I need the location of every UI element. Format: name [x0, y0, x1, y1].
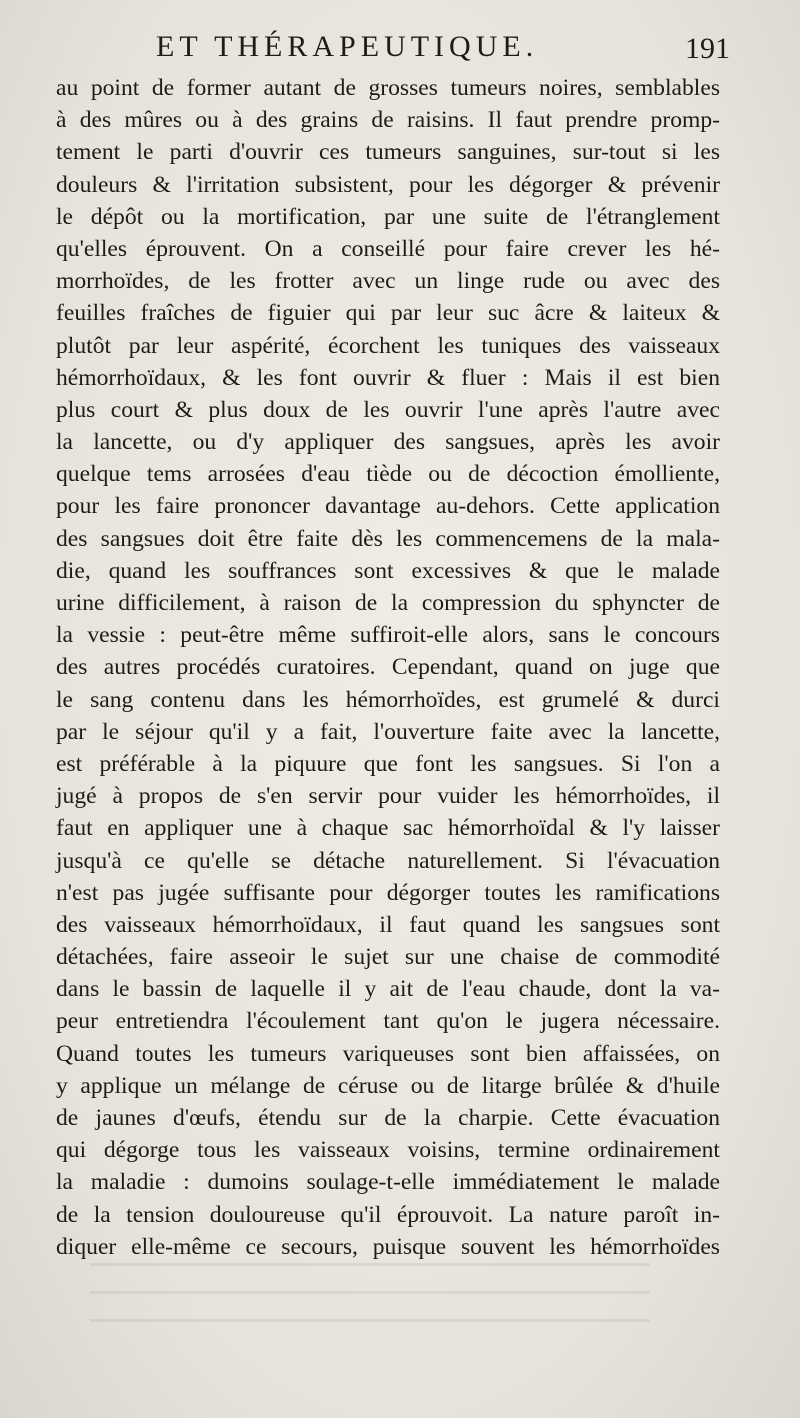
- text-line: morrhoïdes, de les frotter avec un linge rude ou avec des: [56, 268, 720, 295]
- text-line: jusqu'à ce qu'elle se détache naturellement. Si l'évacuation: [56, 847, 720, 874]
- text-line: des autres procédés curatoires. Cependant, quand on juge que: [56, 654, 720, 681]
- text-line: la maladie : dumoins soulage-t-elle immédiatement le malade: [56, 1169, 720, 1196]
- text-line: n'est pas jugée suffisante pour dégorger toutes les ramifications: [56, 879, 720, 906]
- text-line: hémorrhoïdaux, & les font ouvrir & fluer : Mais il est bien: [56, 364, 720, 391]
- text-line: feuilles fraîches de figuier qui par leur suc âcre & laiteux &: [56, 300, 720, 327]
- text-line: des vaisseaux hémorrhoïdaux, il faut quand les sangsues sont: [56, 911, 720, 938]
- text-line: des sangsues doit être faite dès les commencemens de la mala-: [56, 525, 720, 552]
- text-line: le sang contenu dans les hémorrhoïdes, est grumelé & durci: [56, 686, 720, 713]
- text-line: plus court & plus doux de les ouvrir l'une après l'autre avec: [56, 396, 720, 423]
- text-line: douleurs & l'irritation subsistent, pour les dégorger & prévenir: [56, 171, 720, 198]
- text-line: qu'elles éprouvent. On a conseillé pour faire crever les hé-: [56, 235, 720, 262]
- text-line: plutôt par leur aspérité, écorchent les tuniques des vaisseaux: [56, 332, 720, 359]
- text-line: quelque tems arrosées d'eau tiède ou de décoction émolliente,: [56, 461, 720, 488]
- text-line: par le séjour qu'il y a fait, l'ouverture faite avec la lancette,: [56, 718, 720, 745]
- text-line: le dépôt ou la mortification, par une suite de l'étranglement: [56, 203, 720, 230]
- text-line: de jaunes d'œufs, étendu sur de la charpie. Cette évacuation: [56, 1105, 720, 1131]
- text-line: tement le parti d'ouvrir ces tumeurs sanguines, sur-tout si les: [56, 139, 720, 166]
- text-line: la vessie : peut-être même suffiroit-elle alors, sans le concours: [56, 622, 720, 649]
- text-line: diquer elle-même ce secours, puisque souvent les hémorrhoïdes: [56, 1233, 720, 1260]
- text-line: peur entretiendra l'écoulement tant qu'on le jugera nécessaire.: [56, 1008, 720, 1035]
- text-line: de la tension douloureuse qu'il éprouvoit. La nature paroît in-: [56, 1201, 720, 1228]
- text-line: urine difficilement, à raison de la compression du sphyncter de: [56, 590, 720, 616]
- text-line: Quand toutes les tumeurs variqueuses sont bien affaissées, on: [56, 1040, 720, 1067]
- text-line: la lancette, ou d'y appliquer des sangsues, après les avoir: [56, 429, 720, 456]
- text-line: pour les faire prononcer davantage au-dehors. Cette application: [56, 493, 720, 520]
- text-line: à des mûres ou à des grains de raisins. Il faut prendre promp-: [56, 107, 720, 134]
- text-line: y applique un mélange de céruse ou de litarge brûlée & d'huile: [56, 1072, 720, 1099]
- text-line: jugé à propos de s'en servir pour vuider les hémorrhoïdes, il: [56, 783, 720, 810]
- text-line: qui dégorge tous les vaisseaux voisins, termine ordinairement: [56, 1137, 720, 1164]
- page-header: [56, 30, 730, 70]
- page-number: 191: [685, 32, 730, 65]
- text-line: au point de former autant de grosses tumeurs noires, semblables: [56, 75, 720, 101]
- show-through-bleed: [90, 1262, 650, 1322]
- text-line: est préférable à la piquure que font les sangsues. Si l'on a: [56, 750, 720, 777]
- text-line: dans le bassin de laquelle il y ait de l'eau chaude, dont la va-: [56, 976, 720, 1003]
- body-text: [56, 72, 720, 1263]
- text-line: faut en appliquer une à chaque sac hémorrhoïdal & l'y laisser: [56, 815, 720, 842]
- text-line: détachées, faire asseoir le sujet sur une chaise de commodité: [56, 944, 720, 971]
- running-head: ET THÉRAPEUTIQUE.: [156, 30, 539, 63]
- text-line: die, quand les souffrances sont excessives & que le malade: [56, 557, 720, 584]
